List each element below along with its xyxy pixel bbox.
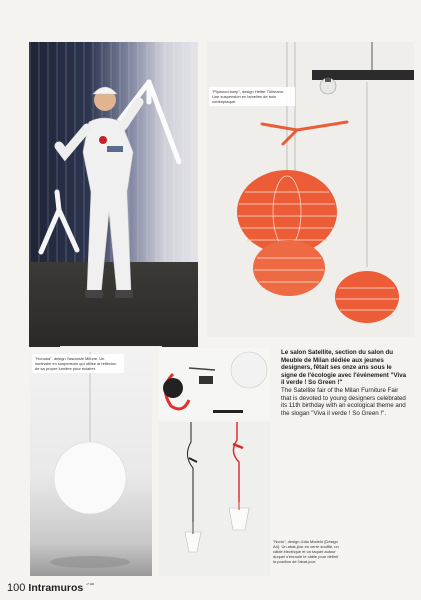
designer-figure-illustration <box>29 42 198 347</box>
caption-plywood-text: "Plywood lamp", design Helter Tüllmann. Une suspension en lamelles de bois contreplaqué. <box>212 89 285 104</box>
pull-one-detail-illustration <box>159 348 270 420</box>
caption-man <box>60 346 162 347</box>
photo-designer-with-luminaire <box>29 42 198 347</box>
honoka-lamp-illustration <box>30 352 152 576</box>
magazine-brand: Intramuros <box>28 582 84 594</box>
page-footer <box>7 582 94 594</box>
photo-honoka-lamp <box>30 352 152 576</box>
issue-number: n°140 <box>86 582 95 586</box>
article-intro <box>281 349 409 417</box>
caption-nodo-text: "Nodo", design Julia Modelo (Design A4). Un abat-jour en verre soufflé, un câble électrique et un taquet autour duquel s'enroule le câble pour définir la position de l'abat-jour. <box>273 539 339 564</box>
page-number: 100 <box>7 582 26 594</box>
photo-nodo-lamps <box>159 422 270 576</box>
nodo-lamps-illustration <box>159 422 270 576</box>
article-english-text: The Satellite fair of the Milan Furniture Fair that is devoted to young designers celebrated its 11th birthday with an ecological theme and the slogan "Viva il verde ! So Green !". <box>281 386 406 417</box>
caption-nodo <box>270 537 344 566</box>
article-french-text: Le salon Satellite, section du salon du Meuble de Milan dédiée aux jeunes designers, fêtait ses onze ans sous le signe de l'écologie avec l'événement "Viva il verde ! So Green !" <box>281 349 407 387</box>
caption-plywood <box>209 87 295 106</box>
caption-honoka-text: "Honoka", design Yasutoshi Mifune. Un luminaire en suspension qui utilise la réflexion de sa propre lumière pour éclairer. <box>35 356 117 371</box>
caption-honoka <box>32 354 124 373</box>
photo-pull-one-detail <box>159 348 270 420</box>
photo-plywood-lamps <box>207 42 414 337</box>
